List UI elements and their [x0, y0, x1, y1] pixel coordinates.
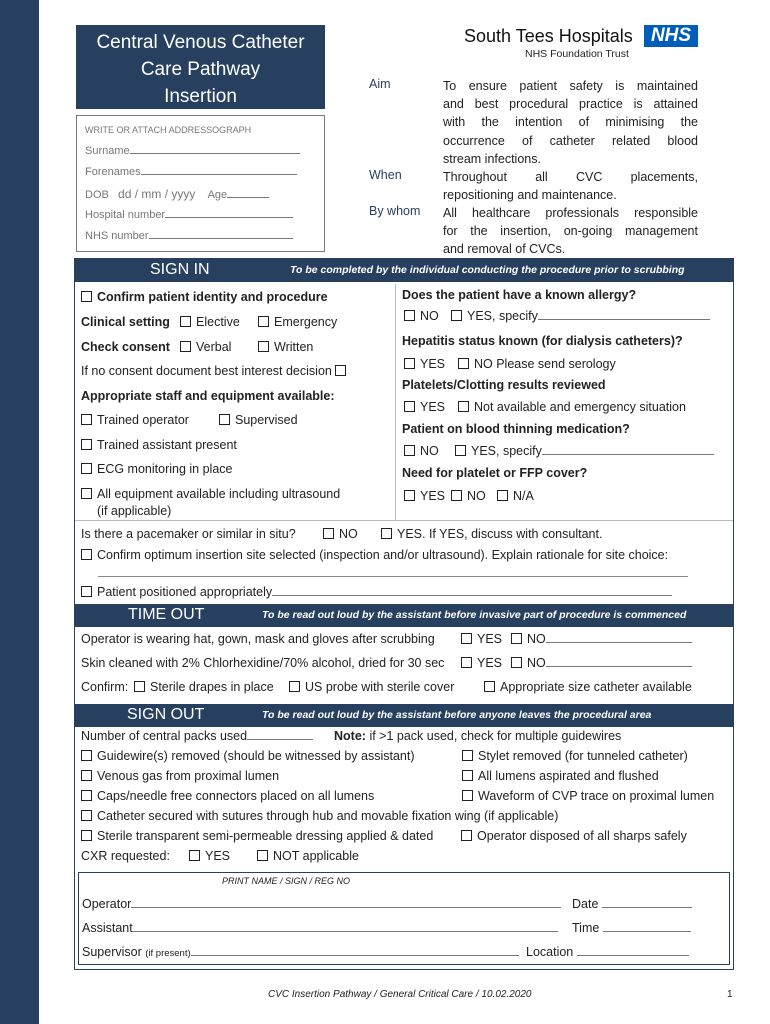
operator-signature-field[interactable]: Operator [82, 897, 561, 911]
sign-in-subheading: To be completed by the individual conducting the procedure prior to scrubbing [290, 264, 685, 276]
cover-no-option[interactable]: NO [451, 489, 486, 503]
checkbox[interactable] [81, 750, 92, 761]
checkbox[interactable] [484, 681, 495, 692]
time-out-heading: TIME OUT [128, 606, 205, 623]
footer-text: CVC Insertion Pathway / General Critical Care / 10.02.2020 [268, 989, 532, 1000]
checkbox[interactable] [462, 770, 473, 781]
thinning-no-option[interactable]: NO [404, 444, 439, 458]
surname-field[interactable]: Surname [85, 145, 300, 157]
sign-out-heading: SIGN OUT [127, 706, 205, 723]
optimum-site-item[interactable]: Confirm optimum insertion site selected (inspection and/or ultrasound). Explain rationale for site choice: [81, 548, 668, 562]
waveform-item[interactable]: Waveform of CVP trace on proximal lumen [462, 789, 714, 803]
time-field[interactable]: Time [572, 921, 691, 935]
sign-in-separator [75, 520, 733, 521]
checkbox[interactable] [497, 490, 508, 501]
clinical-setting-label: Clinical setting [81, 315, 170, 329]
hepatitis-no-option[interactable]: NO Please send serology [458, 357, 616, 371]
cover-na-option[interactable]: N/A [497, 489, 534, 503]
multiple-guidewires-note: Note: if >1 pack used, check for multiple guidewires [334, 729, 622, 743]
checkbox[interactable] [257, 850, 268, 861]
platelets-not-available-option[interactable]: Not available and emergency situation [458, 400, 686, 414]
venous-gas-item[interactable]: Venous gas from proximal lumen [81, 769, 279, 783]
title-line-3: Insertion [164, 86, 237, 107]
checkbox[interactable] [258, 341, 269, 352]
checkbox[interactable] [461, 633, 472, 644]
hepatitis-question: Hepatitis status known (for dialysis catheters)? [402, 334, 683, 348]
positioned-item[interactable]: Patient positioned appropriately [81, 585, 672, 599]
staff-heading: Appropriate staff and equipment available: [81, 389, 335, 403]
operator-wearing-item: Operator is wearing hat, gown, mask and gloves after scrubbing [81, 632, 435, 646]
checkbox[interactable] [81, 549, 92, 560]
checkbox[interactable] [461, 657, 472, 668]
cxr-yes-option[interactable]: YES [189, 849, 230, 863]
checkbox[interactable] [323, 528, 334, 539]
when-label: When [369, 168, 402, 182]
checkbox[interactable] [180, 341, 191, 352]
all-equipment-item[interactable]: All equipment available including ultrasound [81, 487, 340, 501]
confirm-label: Confirm: [81, 680, 129, 694]
secured-item[interactable]: Catheter secured with sutures through hub and movable fixation wing (if applicable) [81, 809, 558, 823]
checkbox[interactable] [335, 365, 346, 376]
trained-assistant-item[interactable]: Trained assistant present [81, 438, 237, 452]
checkbox[interactable] [461, 830, 472, 841]
dob-field[interactable]: DOB dd / mm / yyyy Age [85, 187, 269, 201]
rationale-line[interactable] [98, 576, 688, 577]
hospital-number-field[interactable]: Hospital number [85, 209, 293, 221]
checkbox[interactable] [451, 490, 462, 501]
written-option[interactable]: Written [258, 340, 313, 354]
wearing-yes-option[interactable]: YES [461, 632, 502, 646]
checkbox[interactable] [81, 414, 92, 425]
location-field[interactable]: Location [526, 945, 689, 959]
checkbox[interactable] [462, 750, 473, 761]
drapes-option[interactable]: Sterile drapes in place [134, 680, 274, 694]
sign-in-bar [74, 259, 734, 282]
checkbox[interactable] [258, 316, 269, 327]
checkbox[interactable] [381, 528, 392, 539]
pacemaker-yes-option[interactable]: YES. If YES, discuss with consultant. [381, 527, 602, 541]
checkbox[interactable] [134, 681, 145, 692]
side-band [0, 0, 39, 1024]
pacemaker-question: Is there a pacemaker or similar in situ? [81, 527, 296, 541]
skin-yes-option[interactable]: YES [461, 656, 502, 670]
emergency-option[interactable]: Emergency [258, 315, 337, 329]
packs-used-field[interactable]: Number of central packs used [81, 729, 313, 743]
allergy-no-option[interactable]: NO [404, 309, 439, 323]
skin-cleaned-item: Skin cleaned with 2% Chlorhexidine/70% alcohol, dried for 30 sec [81, 656, 445, 670]
checkbox[interactable] [219, 414, 230, 425]
thinning-question: Patient on blood thinning medication? [402, 422, 630, 436]
checkbox[interactable] [81, 439, 92, 450]
by-whom-text: All healthcare professionals responsible for the insertion, on-going management and removal of CVCs. [443, 206, 698, 257]
wearing-no-option[interactable]: NO [511, 632, 692, 646]
nhs-number-field[interactable]: NHS number [85, 230, 293, 242]
elective-option[interactable]: Elective [180, 315, 240, 329]
supervisor-signature-field[interactable]: Supervisor (if present) [82, 945, 519, 959]
checkbox[interactable] [404, 490, 415, 501]
cover-yes-option[interactable]: YES [404, 489, 445, 503]
checkbox[interactable] [404, 401, 415, 412]
check-consent-label: Check consent [81, 340, 170, 354]
caps-item[interactable]: Caps/needle free connectors placed on all lumens [81, 789, 374, 803]
catheter-size-option[interactable]: Appropriate size catheter available [484, 680, 692, 694]
trained-operator-option[interactable]: Trained operator [81, 413, 189, 427]
hepatitis-yes-option[interactable]: YES [404, 357, 445, 371]
addressograph-heading: WRITE OR ATTACH ADDRESSOGRAPH [85, 125, 252, 135]
checkbox[interactable] [455, 445, 466, 456]
checkbox[interactable] [81, 830, 92, 841]
sign-out-subheading: To be read out loud by the assistant before anyone leaves the procedural area [262, 709, 652, 721]
allergy-yes-option[interactable]: YES, specify [451, 309, 710, 323]
time-out-subheading: To be read out loud by the assistant before invasive part of procedure is commenced [262, 609, 687, 621]
checkbox[interactable] [511, 633, 522, 644]
when-text: Throughout all CVC placements, repositioning and maintenance. [443, 170, 698, 203]
time-out-bar [74, 604, 734, 627]
checkbox[interactable] [404, 310, 415, 321]
addressograph-box [76, 115, 325, 252]
platelet-cover-question: Need for platelet or FFP cover? [402, 466, 588, 480]
platelets-yes-option[interactable]: YES [404, 400, 445, 414]
nhs-logo: NHS [644, 25, 698, 47]
checkbox[interactable] [404, 445, 415, 456]
date-field[interactable]: Date [572, 897, 692, 911]
allergy-question: Does the patient have a known allergy? [402, 288, 637, 302]
assistant-signature-field[interactable]: Assistant [82, 921, 558, 935]
dressing-item[interactable]: Sterile transparent semi-permeable dressing applied & dated [81, 829, 433, 843]
sharps-item[interactable]: Operator disposed of all sharps safely [461, 829, 687, 843]
thinning-yes-option[interactable]: YES, specify [455, 444, 714, 458]
checkbox[interactable] [451, 310, 462, 321]
platelets-question: Platelets/Clotting results reviewed [402, 378, 606, 392]
guidewire-item[interactable]: Guidewire(s) removed (should be witnessed by assistant) [81, 749, 415, 763]
checkbox[interactable] [189, 850, 200, 861]
skin-no-option[interactable]: NO [511, 656, 692, 670]
sign-out-bar [74, 704, 734, 727]
probe-option[interactable]: US probe with sterile cover [289, 680, 454, 694]
checkbox[interactable] [404, 358, 415, 369]
checkbox[interactable] [458, 358, 469, 369]
if-applicable-note: (if applicable) [97, 504, 172, 518]
trust-name: NHS Foundation Trust [525, 48, 629, 60]
aim-text: To ensure patient safety is maintained and best procedural practice is attained with the intention of minimising the occurrence of catheter related blood stream infections. [443, 79, 698, 166]
checkbox[interactable] [81, 586, 92, 597]
signature-heading: PRINT NAME / SIGN / REG NO [222, 876, 351, 886]
best-interest-item[interactable]: If no consent document best interest decision [81, 364, 351, 378]
checkbox[interactable] [180, 316, 191, 327]
checkbox[interactable] [81, 790, 92, 801]
forenames-field[interactable]: Forenames [85, 166, 297, 178]
checkbox[interactable] [462, 790, 473, 801]
page-number: 1 [727, 989, 733, 1000]
checkbox[interactable] [81, 810, 92, 821]
aim-label: Aim [369, 77, 391, 91]
checkbox[interactable] [289, 681, 300, 692]
checkbox[interactable] [511, 657, 522, 668]
stylet-item[interactable]: Stylet removed (for tunneled catheter) [462, 749, 688, 763]
checkbox[interactable] [458, 401, 469, 412]
checkbox[interactable] [81, 770, 92, 781]
lumens-item[interactable]: All lumens aspirated and flushed [462, 769, 659, 783]
pacemaker-no-option[interactable]: NO [323, 527, 358, 541]
sign-in-divider [395, 284, 396, 520]
sign-in-heading: SIGN IN [150, 261, 210, 278]
org-name: South Tees Hospitals [464, 26, 633, 46]
checkbox[interactable] [81, 488, 92, 499]
form-title [76, 25, 325, 109]
checkbox[interactable] [81, 463, 92, 474]
cxr-not-applicable-option[interactable]: NOT applicable [257, 849, 359, 863]
verbal-option[interactable]: Verbal [180, 340, 231, 354]
supervised-option[interactable]: Supervised [219, 413, 298, 427]
cxr-label: CXR requested: [81, 849, 170, 863]
checkbox[interactable] [81, 291, 92, 302]
ecg-item[interactable]: ECG monitoring in place [81, 462, 232, 476]
confirm-identity-item[interactable]: Confirm patient identity and procedure [81, 290, 328, 304]
title-line-2: Care Pathway [140, 59, 261, 80]
title-line-1: Central Venous Catheter [96, 32, 305, 53]
by-whom-label: By whom [369, 204, 421, 218]
